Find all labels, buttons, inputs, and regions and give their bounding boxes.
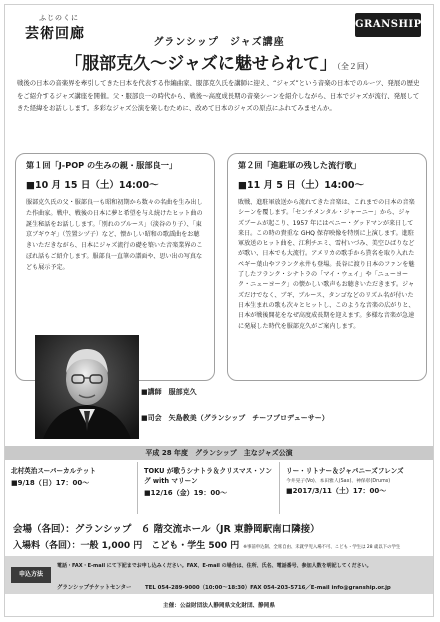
concert-item <box>279 462 434 514</box>
concert-title: リー・リトナー＆ジャパニーズフレンズ <box>286 467 404 475</box>
session-count: （全２回） <box>336 62 373 71</box>
flyer <box>4 4 434 617</box>
lecture-title-text: 「服部克久～ジャズに魅せられて」 <box>65 54 337 74</box>
admission-price: 入場料（各回）：一般 1,000 円 こども・学生 500 円 <box>13 541 240 551</box>
session-2-description: 敗戦、進駐軍放送から流れてきた音楽は、これまでの日本の音楽シーンを覆します。「センチメンタル・ジャーニー」から、ジャズブームが起こり、1957 年にはベニー・グッドマンが来日して来日。この時の貴重な GHQ 保存映像を特別に上演します。進駐軍放送のヒット曲を、江利チエミ、雪村いづみ、美空ひばりなどが歌い、日本でも大流行。アメリカの歌手から貰名を取り入れたペギー葉山やフランク永井も登場。長谷に渡り日本のファンを魅了したフランク・シナトラの「マイ・ウェイ」や「ニューヨーク・ニューヨーク」の懐かしい歌声もお聴きいただきます。ジャズだけでなく、ブギ、ブルース、タンゴなどのリズム名が付いた日本生まれの歌も次々とヒットし、このような音楽の広がりと、日本が戦後開花をなぜ高度成長期を迎えます。多様な音楽が急速に発展した時代を服部克久がご案内します。 <box>238 199 415 330</box>
concert-title: TOKU が歌うシナトラ＆クリスマス・ソング with マリーン <box>144 467 272 485</box>
lecturer-photo <box>35 335 139 439</box>
application-instructions: 電話・FAX・E-mail にて下記までお申し込みください。FAX、E-mail の場合は、住所、氏名、電話番号、参加人数を明記してください。 <box>57 563 372 569</box>
lecture-title <box>5 49 433 74</box>
intro-paragraph: 戦後の日本の音楽界を牽引してきた日本を代表する作編曲家、服部克久氏を講師に迎え、“ジャズ”という音楽の日本でのルーツ、発展の歴史をご紹介するジャズ講座を開催。父・服部良一の時代から、戦後～高度成長期の音楽シーンを紹介しながら、日本でジャズが流行、発展してきた経緯をお話しします。多彩なジャズ公演を楽しむために、改めて日本のジャズの原点にふれてみませんか。 <box>17 79 420 112</box>
ticket-center-name: グランシップチケットセンター <box>57 585 132 591</box>
host-credit <box>141 413 329 423</box>
ticket-center-contact: TEL 054-289-9000（10:00～18:30）FAX 054-203-5716／E-mail info@granship.or.jp <box>145 585 391 591</box>
session-1-description: 服部克久氏の父・服部良一も昭和初期から数々の名曲を生み出した作曲家。戦中、戦後の日本に夢と希望を与え続けたヒット曲の誕生秘話をお話しします。「別れのブルース」（淡谷のり子）、「東京ブギウギ」（笠置シヅ子）など、懐かしい昭和の歌謡曲をお聴きいただきながら、日本にジャズ流行の礎を築いた音楽業界のこぼれ話もご紹介します。服部良一直筆の譜面や、思い出の写真なども展示予定。 <box>26 199 203 271</box>
lecturer-credit-text: ■講師 服部克久 <box>141 388 197 396</box>
concert-date: ■12/16（金）19：00～ <box>144 489 228 497</box>
session-2-box <box>227 153 427 381</box>
concerts-band: 平成 28 年度 グランシップ 主なジャズ公演 <box>5 446 433 460</box>
application-section <box>5 556 433 594</box>
admission-note: ※事前申込制、全席自由、未就学児入場不可、こども・学生は 28 歳以下の学生 <box>243 545 401 550</box>
lecturer-photo-art <box>35 335 139 439</box>
concert-item <box>137 462 279 514</box>
venue-info: 会場（各回）：グランシップ ６ 階交流ホール（JR 東静岡駅南口隣接） <box>13 524 320 535</box>
session-2-date: ■11 月 5 日（土）14:00～ <box>238 180 364 191</box>
logo-small-text: ふじのくに <box>39 14 79 22</box>
concert-date: ■2017/3/11（土）17：00～ <box>286 487 387 495</box>
concert-title: 北村英治スーパーカルテット <box>11 467 96 475</box>
session-2-heading: 第２回「進駐軍の残した流行歌」 <box>238 160 361 170</box>
concert-date: ■9/18（日）17：00～ <box>11 479 90 487</box>
lecturer-credit <box>141 387 197 397</box>
logo-big-text: 芸術回廊 <box>25 26 85 42</box>
application-label: 申込方法 <box>11 567 51 583</box>
admission-info <box>13 538 400 551</box>
granship-logo: GRANSHIP <box>355 13 421 37</box>
session-1-heading: 第１回「J-POP の生みの親・服部良一」 <box>26 160 178 170</box>
concert-list <box>5 462 433 514</box>
series-title: グランシップ ジャズ講座 <box>153 37 285 48</box>
host-credit-text: ■司会 矢島教美（グランシップ チーフプロデューサー） <box>141 414 329 422</box>
organizer-line: 主催：公益財団法人静岡県文化財団、静岡県 <box>163 603 275 609</box>
session-1-date: ■10 月 15 日（土）14:00～ <box>26 180 159 191</box>
concert-item <box>5 462 137 514</box>
concert-performers: 今井晃子(Vo)、本田雅人(Sax)、神保彰(Drums) <box>286 479 391 484</box>
